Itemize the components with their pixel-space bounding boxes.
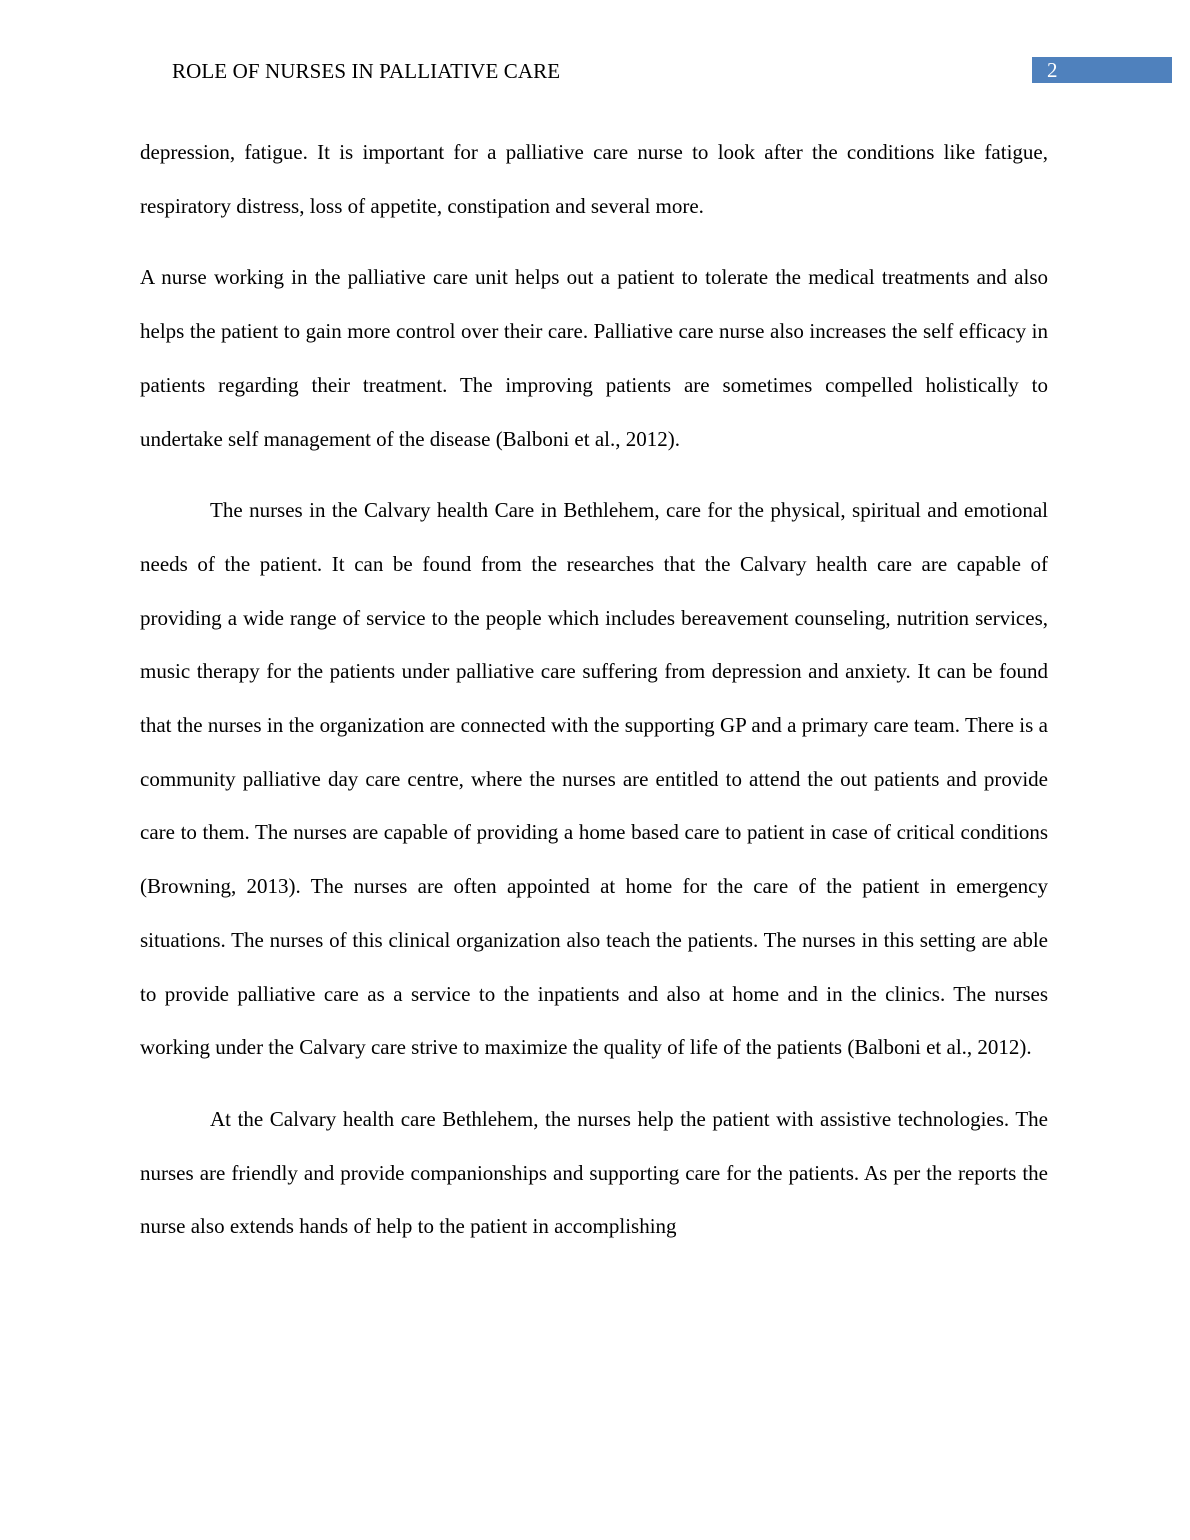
- page-number-badge: [1032, 57, 1172, 83]
- paragraph-3: The nurses in the Calvary health Care in Bethlehem, care for the physical, spiritual and emotional needs of the patient. It can be found from the researches that the Calvary health care are capable of providing a wide range of service to the people which includes bereavement counseling, nutrition services, music therapy for the patients under palliative care suffering from depression and anxiety. It can be found that the nurses in the organization are connected with the supporting GP and a primary care team. There is a community palliative day care centre, where the nurses are entitled to attend the out patients and provide care to them. The nurses are capable of providing a home based care to patient in case of critical conditions (Browning, 2013). The nurses are often appointed at home for the care of the patient in emergency situations. The nurses of this clinical organization also teach the patients. The nurses in this setting are able to provide palliative care as a service to the inpatients and also at home and in the clinics. The nurses working under the Calvary care strive to maximize the quality of life of the patients (Balboni et al., 2012).: [140, 498, 1048, 1060]
- document-body: [140, 126, 1048, 1254]
- page-number: 2: [1047, 58, 1058, 82]
- paragraph-2: A nurse working in the palliative care unit helps out a patient to tolerate the medical treatments and also helps the patient to gain more control over their care. Palliative care nurse also increases the self efficacy in patients regarding their treatment. The improving patients are sometimes compelled holistically to undertake self management of the disease (Balboni et al., 2012).: [140, 265, 1048, 451]
- paragraph-4: At the Calvary health care Bethlehem, the nurses help the patient with assistive technologies. The nurses are friendly and provide companionships and supporting care for the patients. As per the reports the nurse also extends hands of help to the patient in accomplishing: [140, 1106, 1048, 1239]
- paragraph-1: depression, fatigue. It is important for a palliative care nurse to look after the conditions like fatigue, respiratory distress, loss of appetite, constipation and several more.: [140, 140, 1048, 218]
- running-head-title: ROLE OF NURSES IN PALLIATIVE CARE: [172, 59, 561, 83]
